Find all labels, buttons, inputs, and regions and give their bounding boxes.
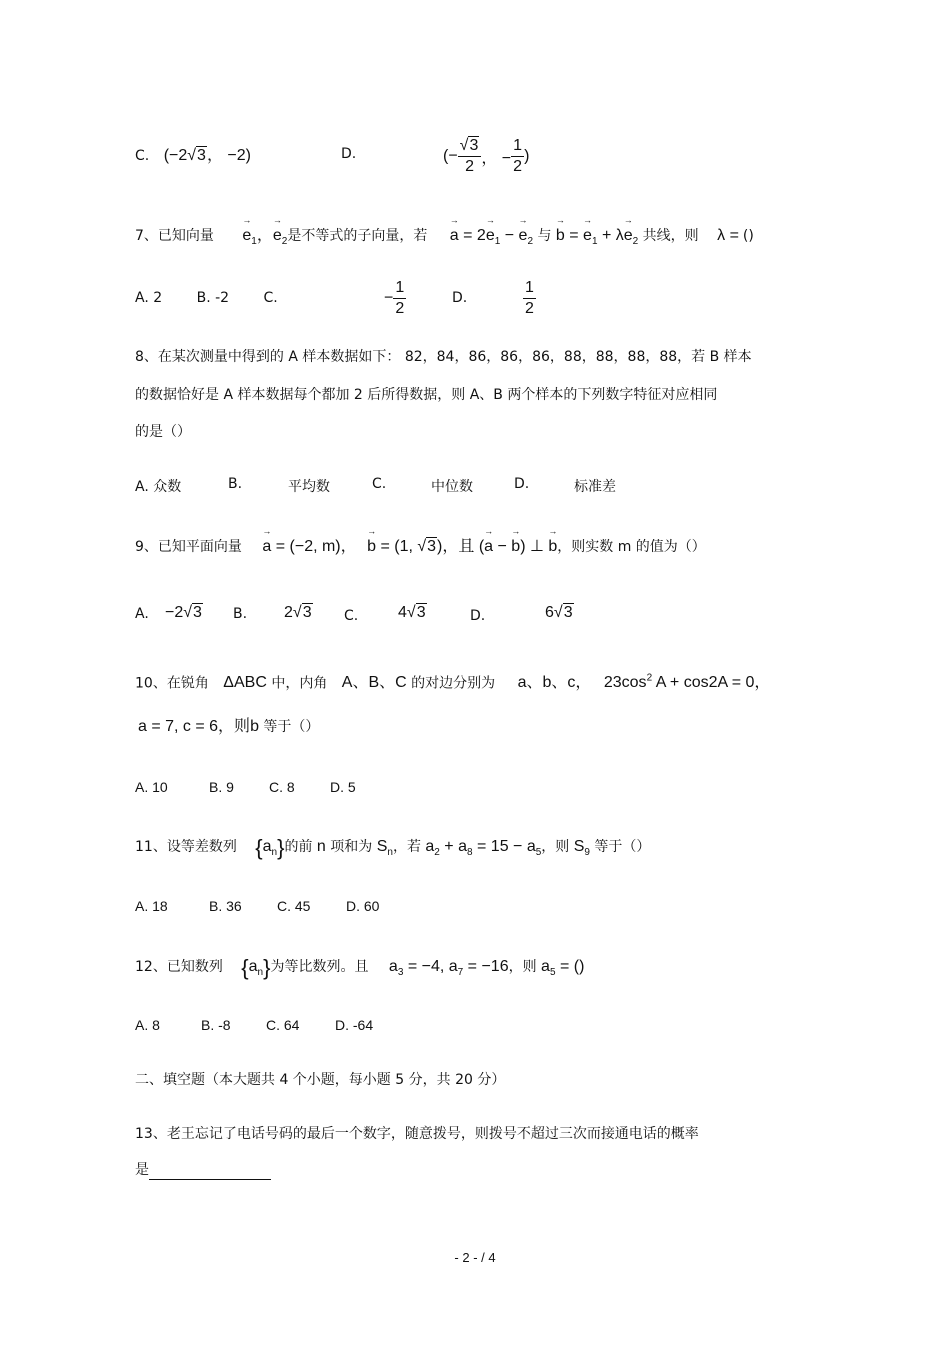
q9-option-c: C. [344,608,359,624]
q11-option-c: C. 45 [277,898,311,914]
question-13-line1: 13、老王忘记了电话号码的最后一个数字，随意拨号，则拨号不超过三次而接通电话的概率 [135,1126,699,1142]
q10-option-a: A. 10 [135,779,168,795]
question-10-line2: a = 7, c = 6，则b 等于（） [138,718,320,735]
question-12: 12、已知数列 $\{a_n\}$为等比数列。且 $a_3 = -4$, $a_7 = -16$，则 $a_5$ = () [135,955,585,980]
q10-option-d: D. 5 [330,779,356,795]
q9-option-a-value: −2√3 [165,604,202,621]
question-10-line1: 10、在锐角 ΔABC 中，内角 A、B、C 的对边分别为 a、b、c， $23\cos^2$ A + cos2A = 0， [135,673,771,692]
question-9: 9、已知平面向量 → a = (−2, m)， → b = (1, √3)，且 (→ a − → b) ⊥ → b，则实数 m 的值为（） [135,537,706,557]
q11-option-b: B. 36 [209,898,242,914]
answer-blank[interactable] [149,1164,271,1180]
q6-option-c-expr: (−2√3， −2) [163,147,251,164]
question-8-line2: 的数据恰好是 A 样本数据每个都加 2 后所得数据，则 A、B 两个样本的下列数字特征对应相同 [135,387,718,403]
question-8-line1: 8、在某次测量中得到的 A 样本数据如下： 82，84，86，86，86，88，88，88，88，若 B 样本 [135,349,752,365]
q9-option-a: A. [135,606,149,622]
q8-option-c-text: 中位数 [431,479,473,495]
q8-option-d: D. [514,476,530,492]
page-number: - 2 - / 4 [454,1250,496,1265]
q6-option-c: C. (−2√3， −2) [135,147,251,164]
q9-option-c-value: 4√3 [398,604,426,621]
question-11: 11、设等差数列 $\{a_n\}$的前 n 项和为 $S_n$，若 $a_2 + a_8 = 15 - a_5$，则 $S_9$ 等于（） [135,835,651,860]
section-2-heading: 二、填空题（本大题共 4 个小题，每小题 5 分，共 20 分） [135,1072,506,1088]
question-7: 7、已知向量 → $e_1$，→ $e_2$是不等式的子向量，若 → $a = 2\to e_1$ − → $e_2$ 与 → b = → $e_1 + \lambda\to e_2$ 共线，则 λ = () [135,226,754,252]
q8-option-c: C. [372,476,387,492]
q9-option-d-value: 6√3 [545,604,573,621]
q9-option-b-value: 2√3 [284,604,312,621]
q12-option-c: C. 64 [266,1017,300,1033]
q8-option-b-text: 平均数 [288,479,330,495]
q8-option-b: B. [228,476,243,492]
q8-option-d-text: 标准差 [574,479,616,495]
q11-option-d: D. 60 [346,898,380,914]
q12-option-a: A. 8 [135,1017,160,1033]
q10-option-b: B. 9 [209,779,234,795]
q6-option-d-expr: (− $\frac{√3}{2}$ ， − $\frac{1}{2}$ ) [443,137,530,175]
q7-option-c-value: − $\frac{1}{2}$ [384,279,405,317]
q6-option-d-label: D. [341,146,357,162]
q9-option-d: D. [470,608,486,624]
q8-option-a: A. 众数 [135,479,182,495]
q7-option-d-label: D. [452,290,468,306]
q12-option-d: D. -64 [335,1017,374,1033]
q11-option-a: A. 18 [135,898,168,914]
q9-option-b: B. [233,606,248,622]
question-8-line3: 的是（） [135,424,191,440]
q10-option-c: C. 8 [269,779,295,795]
q12-option-b: B. -8 [201,1017,231,1033]
question-13-line2: 是 [135,1160,271,1180]
q7-options: A. 2 B. -2 C. [135,290,278,306]
q7-option-d-value: $\frac{1}{2}$ [525,279,534,317]
